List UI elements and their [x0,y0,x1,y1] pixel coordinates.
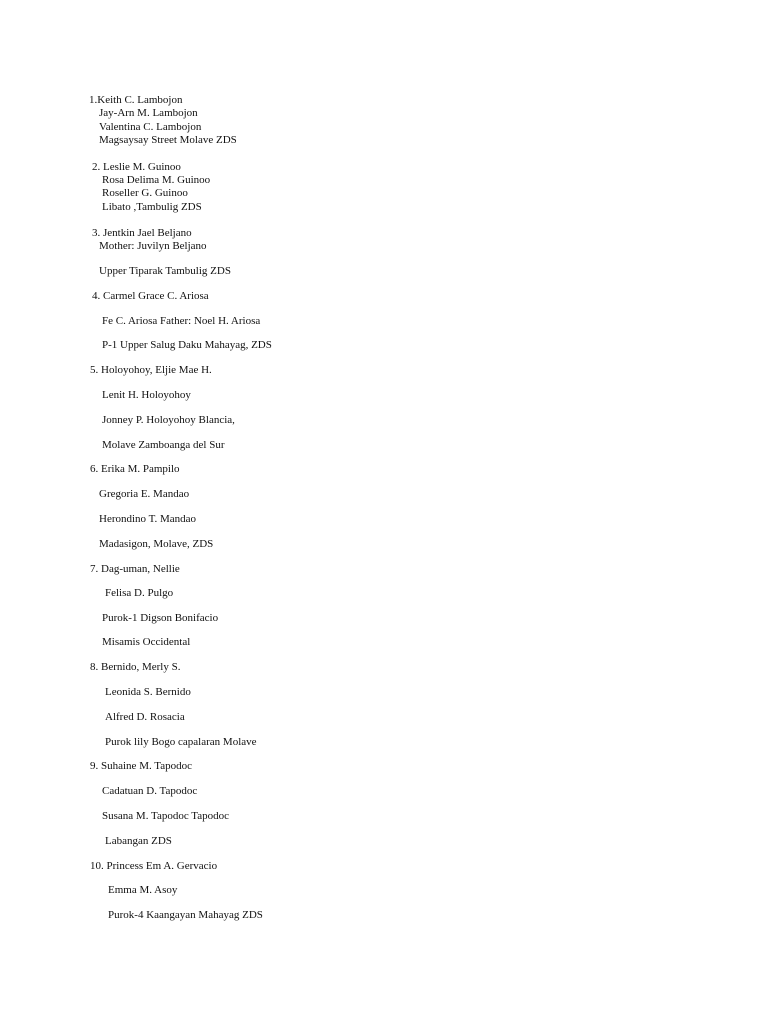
entry-4-student: 4. Carmel Grace C. Ariosa [92,290,209,302]
entry-9-student: 9. Suhaine M. Tapodoc [90,760,192,772]
entry-9-parent: Cadatuan D. Tapodoc [102,785,198,797]
entry-8-address: Purok lily Bogo capalaran Molave [105,736,257,748]
entry-7-parent: Felisa D. Pulgo [105,587,174,599]
entry-1-parent: Jay-Arn M. Lambojon [99,107,198,119]
entry-7-address: Misamis Occidental [102,636,191,648]
entry-10-address: Purok-4 Kaangayan Mahayag ZDS [108,909,263,921]
entry-6-parent: Gregoria E. Mandao [99,488,190,500]
entry-10-student: 10. Princess Em A. Gervacio [90,860,218,872]
entry-6-student: 6. Erika M. Pampilo [90,463,180,475]
entry-6-address: Madasigon, Molave, ZDS [99,538,214,550]
entry-8-parent: Leonida S. Bernido [105,686,191,698]
entry-7-address: Purok-1 Digson Bonifacio [102,612,219,624]
entry-7-student: 7. Dag-uman, Nellie [90,563,180,575]
entry-2-parent: Rosa Delima M. Guinoo [102,174,211,186]
entry-5-student: 5. Holoyohoy, Eljie Mae H. [90,364,212,376]
entry-8-student: 8. Bernido, Merly S. [90,661,181,673]
entry-2-student: 2. Leslie M. Guinoo [92,161,181,173]
entry-9-parent: Susana M. Tapodoc Tapodoc [102,810,229,822]
entry-5-parent: Lenit H. Holoyohoy [102,389,191,401]
entry-3-parent: Mother: Juvilyn Beljano [99,240,207,252]
entry-3-student: 3. Jentkin Jael Beljano [92,227,192,239]
entry-5-address: Molave Zamboanga del Sur [102,439,225,451]
entry-6-parent: Herondino T. Mandao [99,513,197,525]
entry-5-parent: Jonney P. Holoyohoy Blancia, [102,414,235,426]
entry-9-address: Labangan ZDS [105,835,172,847]
entry-1-student: 1.Keith C. Lambojon [89,94,183,106]
entry-8-parent: Alfred D. Rosacia [105,711,185,723]
entry-3-address: Upper Tiparak Tambulig ZDS [99,265,231,277]
entry-4-address: P-1 Upper Salug Daku Mahayag, ZDS [102,339,272,351]
entry-1-address: Magsaysay Street Molave ZDS [99,134,237,146]
entry-2-parent: Roseller G. Guinoo [102,187,188,199]
entry-2-address: Libato ,Tambulig ZDS [102,201,202,213]
entry-4-parents: Fe C. Ariosa Father: Noel H. Ariosa [102,315,261,327]
entry-10-parent: Emma M. Asoy [108,884,178,896]
entry-1-parent: Valentina C. Lambojon [99,121,202,133]
